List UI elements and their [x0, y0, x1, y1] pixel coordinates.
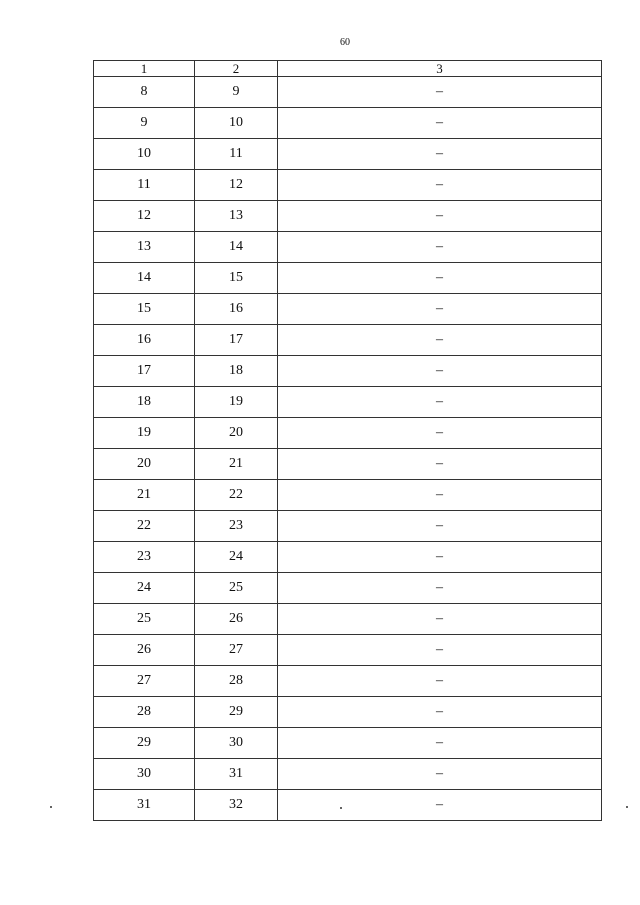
table-cell: 19 [195, 387, 278, 418]
table-row [94, 170, 602, 201]
table-cell: – [278, 232, 602, 263]
table-row [94, 790, 602, 821]
table-cell: 27 [195, 635, 278, 666]
table-row [94, 449, 602, 480]
table-cell: 21 [195, 449, 278, 480]
table-row [94, 418, 602, 449]
table-cell: 15 [195, 263, 278, 294]
table-cell: 13 [195, 201, 278, 232]
table-cell: 25 [94, 604, 195, 635]
table-cell: 23 [195, 511, 278, 542]
table-cell: 13 [94, 232, 195, 263]
table-cell: – [278, 108, 602, 139]
table-cell: 15 [94, 294, 195, 325]
table-row [94, 480, 602, 511]
table-cell: – [278, 759, 602, 790]
table-cell: – [278, 449, 602, 480]
table-row [94, 728, 602, 759]
table-cell: – [278, 790, 602, 821]
table-cell: – [278, 666, 602, 697]
table-cell: 10 [94, 139, 195, 170]
table-row [94, 542, 602, 573]
table-cell: 31 [195, 759, 278, 790]
table-cell: 23 [94, 542, 195, 573]
table-cell: – [278, 387, 602, 418]
table-cell: 22 [195, 480, 278, 511]
table-cell: – [278, 635, 602, 666]
table-row [94, 511, 602, 542]
table-cell: 31 [94, 790, 195, 821]
scan-mark [340, 807, 342, 809]
table-cell: 27 [94, 666, 195, 697]
table-cell: – [278, 573, 602, 604]
column-header: 3 [278, 61, 602, 77]
table-cell: 28 [195, 666, 278, 697]
table-cell: 18 [94, 387, 195, 418]
table-cell: 22 [94, 511, 195, 542]
table-cell: 28 [94, 697, 195, 728]
table-cell: 30 [195, 728, 278, 759]
table-cell: 18 [195, 356, 278, 387]
table-cell: 12 [94, 201, 195, 232]
table-cell: – [278, 139, 602, 170]
table-row [94, 697, 602, 728]
table-cell: – [278, 697, 602, 728]
page-number: 60 [340, 37, 350, 48]
table-cell: 20 [94, 449, 195, 480]
table-row [94, 108, 602, 139]
table-cell: – [278, 480, 602, 511]
table-header-row [94, 61, 602, 77]
table-cell: 21 [94, 480, 195, 511]
table-cell: – [278, 263, 602, 294]
table-row [94, 139, 602, 170]
table-cell: 20 [195, 418, 278, 449]
table-row [94, 387, 602, 418]
table-cell: 30 [94, 759, 195, 790]
table-cell: – [278, 77, 602, 108]
table-row [94, 77, 602, 108]
scan-mark [626, 806, 628, 808]
table-cell: 17 [195, 325, 278, 356]
table-cell: – [278, 356, 602, 387]
table-row [94, 263, 602, 294]
table-cell: 24 [94, 573, 195, 604]
table-cell: 14 [195, 232, 278, 263]
table-cell: 11 [195, 139, 278, 170]
table-cell: 8 [94, 77, 195, 108]
table-cell: – [278, 201, 602, 232]
table-cell: – [278, 604, 602, 635]
table-cell: 32 [195, 790, 278, 821]
table-cell: 9 [94, 108, 195, 139]
table-cell: – [278, 418, 602, 449]
column-header: 1 [94, 61, 195, 77]
table-cell: 26 [195, 604, 278, 635]
table-cell: – [278, 511, 602, 542]
table-cell: 16 [195, 294, 278, 325]
table-row [94, 759, 602, 790]
table-cell: – [278, 542, 602, 573]
table-cell: 24 [195, 542, 278, 573]
table-cell: 25 [195, 573, 278, 604]
table-row [94, 294, 602, 325]
table-row [94, 325, 602, 356]
table-row [94, 604, 602, 635]
table-cell: 9 [195, 77, 278, 108]
column-header: 2 [195, 61, 278, 77]
table-cell: – [278, 728, 602, 759]
table-cell: 26 [94, 635, 195, 666]
table-cell: 10 [195, 108, 278, 139]
table-row [94, 201, 602, 232]
table-row [94, 666, 602, 697]
table-cell: 19 [94, 418, 195, 449]
table-row [94, 356, 602, 387]
table-cell: 14 [94, 263, 195, 294]
table-cell: 16 [94, 325, 195, 356]
table-row [94, 232, 602, 263]
table-cell: 17 [94, 356, 195, 387]
data-table [93, 60, 602, 821]
table-row [94, 573, 602, 604]
table-cell: – [278, 325, 602, 356]
table-cell: 11 [94, 170, 195, 201]
table-cell: – [278, 170, 602, 201]
scan-mark [50, 806, 52, 808]
table-cell: 12 [195, 170, 278, 201]
table-cell: – [278, 294, 602, 325]
table-cell: 29 [195, 697, 278, 728]
table-cell: 29 [94, 728, 195, 759]
table-row [94, 635, 602, 666]
